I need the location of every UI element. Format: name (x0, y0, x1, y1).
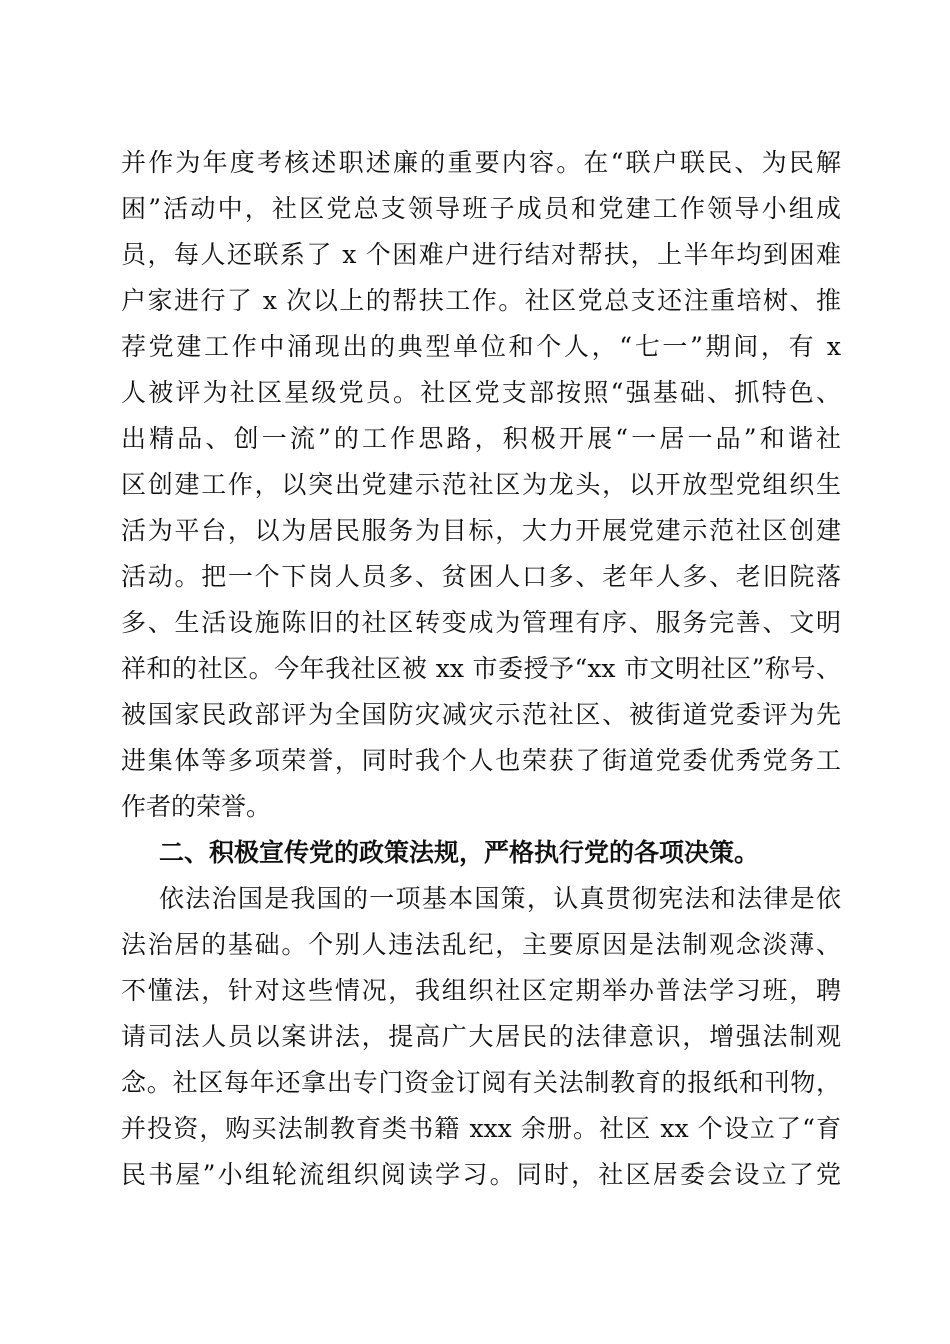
text-line: 作者的荣誉。 (121, 792, 272, 821)
section-heading: 二、积极宣传党的政策法规，严格执行党的各项决策。 (159, 838, 760, 867)
text-line: 念。社区每年还拿出专门资金订阅有关法制教育的报纸和刊物， (121, 1068, 841, 1097)
text-line: 请司法人员以案讲法，提高广大居民的法律意识，增强法制观 (121, 1022, 841, 1051)
text-line: 户家进行了 x 次以上的帮扶工作。社区党总支还注重培树、推 (121, 286, 841, 315)
text-line: 法治居的基础。个别人违法乱纪，主要原因是法制观念淡薄、 (121, 930, 841, 959)
text-line: 活为平台，以为居民服务为目标，大力开展党建示范社区创建 (121, 516, 841, 545)
text-line: 祥和的社区。今年我社区被 xx 市委授予“xx 市文明社区”称号、 (121, 654, 841, 683)
text-line: 困”活动中，社区党总支领导班子成员和党建工作领导小组成 (121, 194, 841, 223)
text-line: 进集体等多项荣誉，同时我个人也荣获了街道党委优秀党务工 (121, 746, 841, 775)
text-line: 区创建工作，以突出党建示范社区为龙头，以开放型党组织生 (121, 470, 841, 499)
text-line: 依法治国是我国的一项基本国策，认真贯彻宪法和法律是依 (159, 884, 841, 913)
text-line: 人被评为社区星级党员。社区党支部按照“强基础、抓特色、 (121, 378, 841, 407)
text-line: 活动。把一个下岗人员多、贫困人口多、老年人多、老旧院落 (121, 562, 841, 591)
text-line: 被国家民政部评为全国防灾减灾示范社区、被街道党委评为先 (121, 700, 841, 729)
text-line: 并作为年度考核述职述廉的重要内容。在“联户联民、为民解 (121, 148, 841, 177)
text-line: 不懂法，针对这些情况，我组织社区定期举办普法学习班，聘 (121, 976, 841, 1005)
text-line: 民书屋”小组轮流组织阅读学习。同时，社区居委会设立了党 (121, 1160, 841, 1189)
text-line: 多、生活设施陈旧的社区转变成为管理有序、服务完善、文明 (121, 608, 841, 637)
text-line: 并投资，购买法制教育类书籍 xxx 余册。社区 xx 个设立了“育 (121, 1114, 841, 1143)
text-line: 员，每人还联系了 x 个困难户进行结对帮扶，上半年均到困难 (121, 240, 841, 269)
text-line: 荐党建工作中涌现出的典型单位和个人，“七一”期间，有 x (121, 332, 841, 361)
text-line: 出精品、创一流”的工作思路，积极开展“一居一品”和谐社 (121, 424, 841, 453)
